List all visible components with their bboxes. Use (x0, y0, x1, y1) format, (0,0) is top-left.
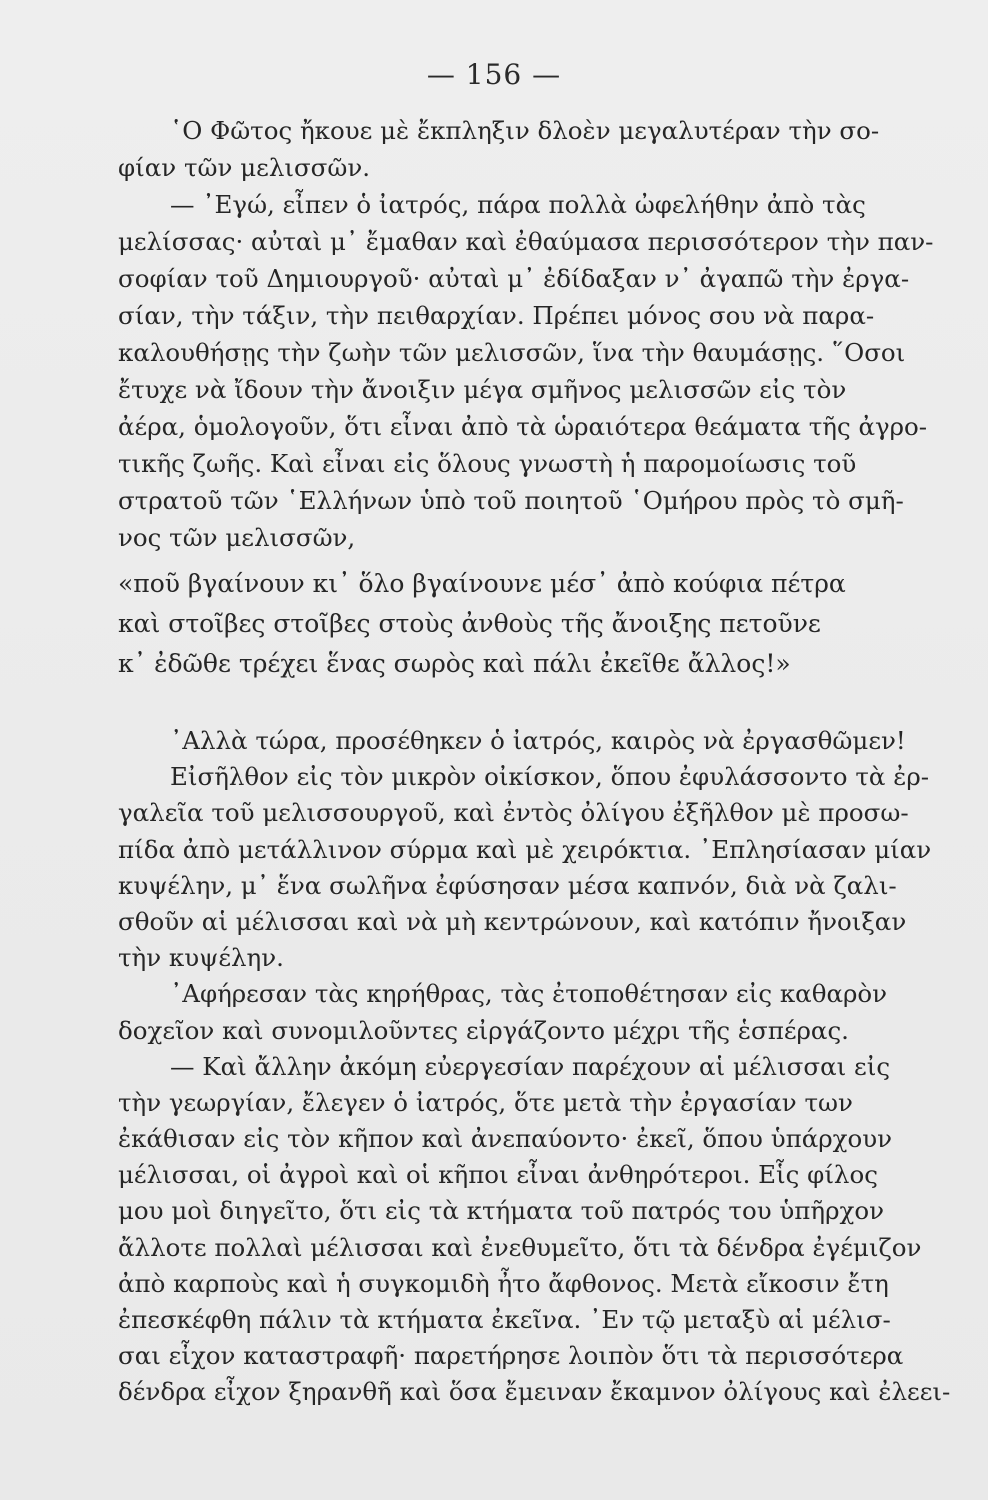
poem-line: κ᾿ ἐδῶθε τρέχει ἕνας σωρὸς καὶ πάλι ἐκεῖθε ἄλλος!» (118, 649, 791, 678)
page-number: — 156 — (426, 58, 562, 91)
text-line: στρατοῦ τῶν ῾Ελλήνων ὑπὸ τοῦ ποιητοῦ ῾Ομήρου πρὸς τὸ σμῆ- (118, 486, 904, 515)
text-line: — Καὶ ἄλλην ἀκόμη εὐεργεσίαν παρέχουν αἱ μέλισσαι εἰς (170, 1051, 891, 1081)
text-line: τὴν κυψέλην. (118, 943, 284, 973)
text-line: γαλεῖα τοῦ μελισσουργοῦ, καὶ ἐντὸς ὀλίγου ἐξῆλθον μὲ προσω- (118, 798, 909, 828)
text-line: ἔτυχε νὰ ἴδουν τὴν ἄνοιξιν μέγα σμῆνος μελισσῶν εἰς τὸν (118, 375, 847, 404)
text-line: σαι εἶχον καταστραφῆ· παρετήρησε λοιπὸν ὅτι τὰ περισσότερα (118, 1341, 904, 1371)
text-line: πίδα ἀπὸ μετάλλινον σύρμα καὶ μὲ χειρόκτια. ᾿Επλησίασαν μίαν (118, 834, 932, 864)
text-line: — ᾿Εγώ, εἶπεν ὁ ἰατρός, πάρα πολλὰ ὠφελήθην ἀπὸ τὰς (170, 190, 866, 219)
text-line: ἀπὸ καρποὺς καὶ ἡ συγκομιδὴ ἦτο ἄφθονος. Μετὰ εἴκοσιν ἔτη (118, 1268, 889, 1298)
poem-line: καὶ στοῖβες στοῖβες στοὺς ἀνθοὺς τῆς ἄνοιξης πετοῦνε (118, 609, 821, 638)
text-line: ἐπεσκέφθη πάλιν τὰ κτήματα ἐκεῖνα. ᾿Εν τῷ μεταξὺ αἱ μέλισ- (118, 1305, 891, 1334)
text-line: ἐκάθισαν εἰς τὸν κῆπον καὶ ἀνεπαύοντο· ἐκεῖ, ὅπου ὑπάρχουν (118, 1124, 893, 1154)
text-line: μελίσσας· αὐταὶ μ᾿ ἔμαθαν καὶ ἐθαύμασα περισσότερον τὴν παν- (118, 227, 934, 256)
text-line: ἄλλοτε πολλαὶ μέλισσαι καὶ ἐνεθυμεῖτο, ὅτι τὰ δένδρα ἐγέμιζον (118, 1232, 922, 1262)
poem-line: «ποῦ βγαίνουν κι᾿ ὅλο βγαίνουνε μέσ᾿ ἀπὸ κούφια πέτρα (118, 569, 846, 598)
text-block-top (118, 112, 952, 556)
text-line: μου μοὶ διηγεῖτο, ὅτι εἰς τὰ κτήματα τοῦ πατρός του ὑπῆρχον (118, 1196, 884, 1226)
text-block-bottom (118, 723, 952, 1411)
text-line: τὴν γεωργίαν, ἔλεγεν ὁ ἰατρός, ὅτε μετὰ τὴν ἐργασίαν των (118, 1087, 853, 1117)
text-line: δοχεῖον καὶ συνομιλοῦντες εἰργάζοντο μέχρι τῆς ἑσπέρας. (118, 1015, 849, 1045)
poem-quotation (118, 564, 952, 684)
text-line: ἀέρα, ὁμολογοῦν, ὅτι εἶναι ἀπὸ τὰ ὡραιότερα θεάματα τῆς ἀγρο- (118, 412, 928, 441)
text-line: σθοῦν αἱ μέλισσαι καὶ νὰ μὴ κεντρώνουν, καὶ κατόπιν ἤνοιξαν (118, 906, 907, 936)
text-line: νος τῶν μελισσῶν, (118, 523, 356, 552)
paragraph (118, 1049, 952, 1411)
paragraph (118, 186, 952, 556)
text-line: ῾Ο Φῶτος ἤκουε μὲ ἔκπληξιν δλοὲν μεγαλυτέραν τὴν σο- (170, 116, 880, 145)
text-line: ᾿Αφήρεσαν τὰς κηρήθρας, τὰς ἐτοποθέτησαν εἰς καθαρὸν (170, 979, 888, 1009)
text-line: φίαν τῶν μελισσῶν. (118, 153, 371, 182)
paragraph (118, 112, 952, 186)
paragraph (118, 723, 952, 976)
text-line: σοφίαν τοῦ Δημιουργοῦ· αὐταὶ μ᾿ ἐδίδαξαν ν᾿ ἀγαπῶ τὴν ἐργα- (118, 264, 910, 293)
text-line: καλουθήσῃς τὴν ζωὴν τῶν μελισσῶν, ἵνα τὴν θαυμάσῃς. ῞Οσοι (118, 338, 906, 367)
text-line: δένδρα εἶχον ξηρανθῆ καὶ ὅσα ἔμειναν ἔκαμνον ὀλίγους καὶ ἐλεει- (118, 1377, 951, 1407)
text-line: μέλισσαι, οἱ ἀγροὶ καὶ οἱ κῆποι εἶναι ἀνθηρότεροι. Εἷς φίλος (118, 1160, 878, 1190)
text-line: Εἰσῆλθον εἰς τὸν μικρὸν οἰκίσκον, ὅπου ἐφυλάσσοντο τὰ ἐρ- (170, 762, 930, 792)
text-line: κυψέλην, μ᾿ ἕνα σωλῆνα ἐφύσησαν μέσα καπνόν, διὰ νὰ ζαλι- (118, 870, 897, 900)
paragraph (118, 976, 952, 1048)
text-line: ᾿Αλλὰ τώρα, προσέθηκεν ὁ ἰατρός, καιρὸς νὰ ἐργασθῶμεν! (170, 726, 906, 755)
text-line: σίαν, τὴν τάξιν, τὴν πειθαρχίαν. Πρέπει μόνος σου νὰ παρα- (118, 301, 875, 330)
text-line: τικῆς ζωῆς. Καὶ εἶναι εἰς ὅλους γνωστὴ ἡ παρομοίωσις τοῦ (118, 449, 857, 478)
